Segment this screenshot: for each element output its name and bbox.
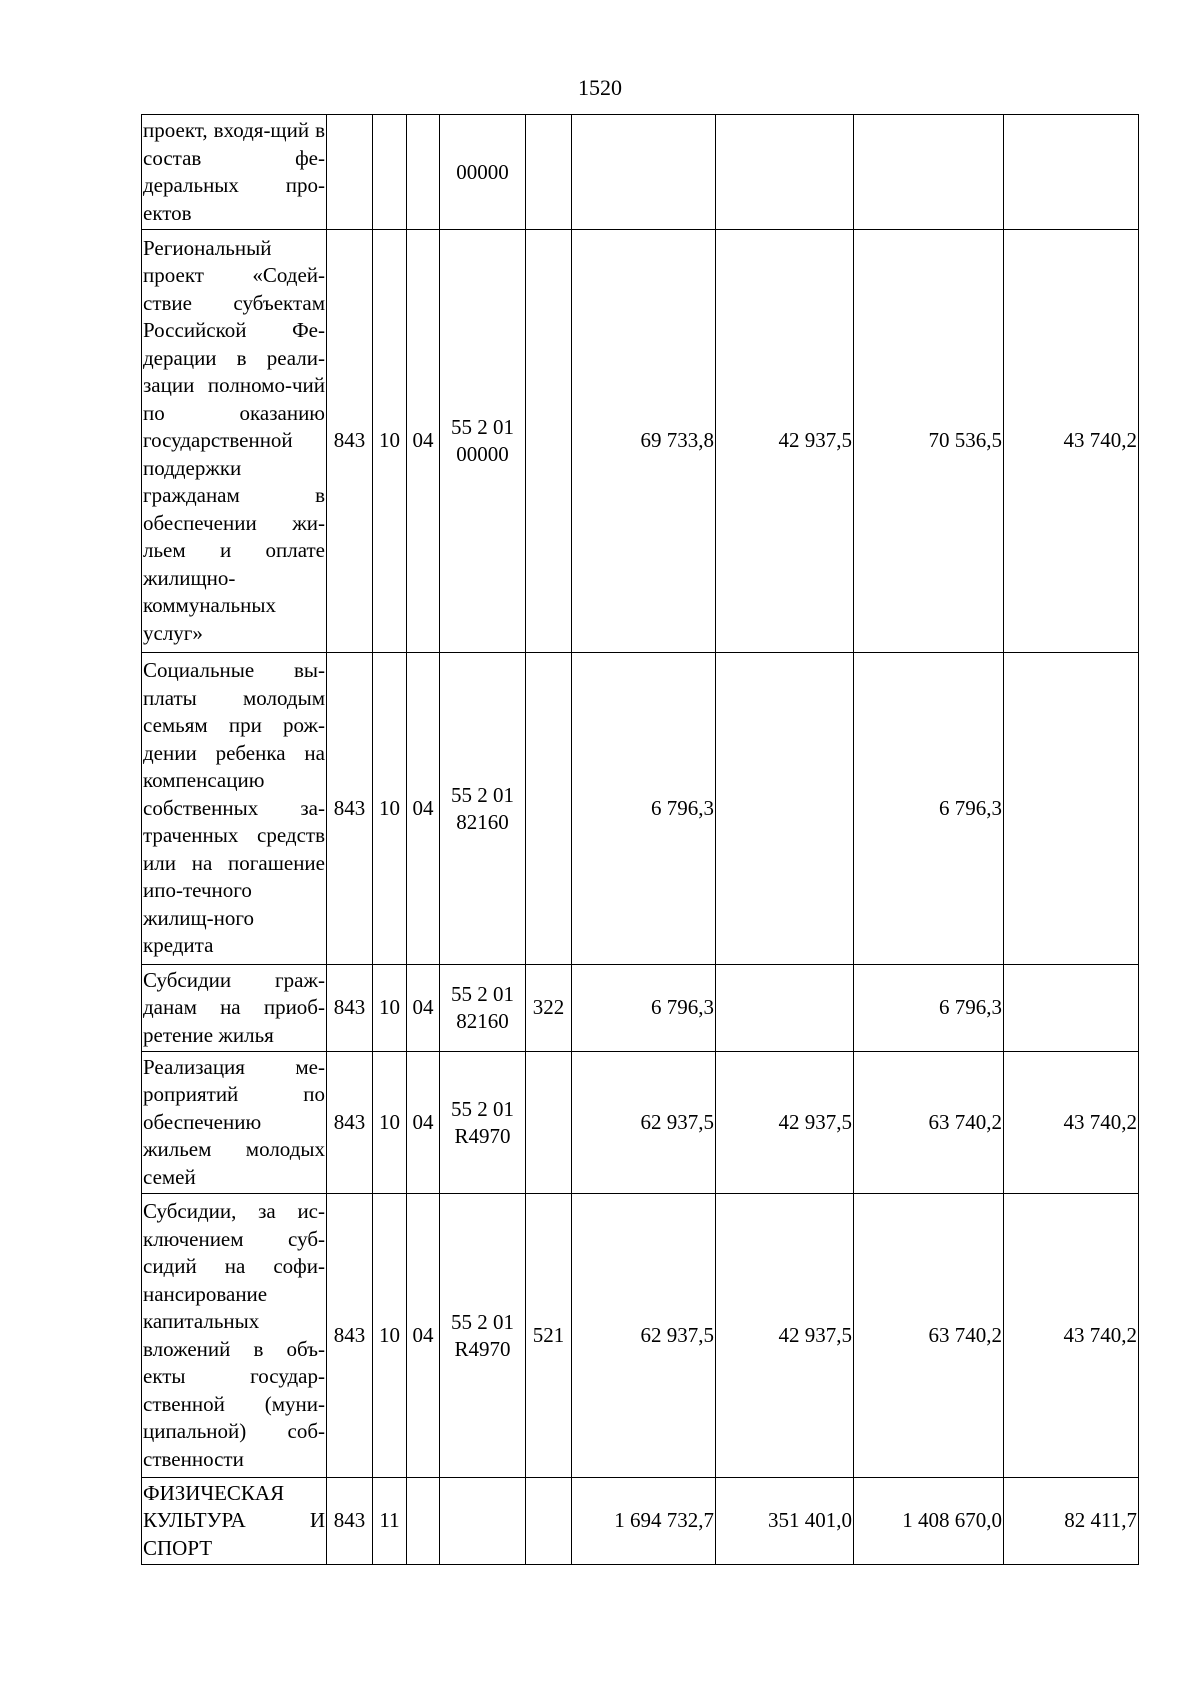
subsection-code-cell: 04 [407,1194,440,1478]
subsection-code-cell: 04 [407,653,440,965]
table-row [142,1478,1139,1565]
amount-cell-1: 6 796,3 [572,965,716,1052]
amount-cell-4: 43 740,2 [1004,230,1139,653]
amount-cell-4: 82 411,7 [1004,1478,1139,1565]
expense-type-cell: 322 [526,965,572,1052]
budget-table [141,114,1139,1565]
ministry-code-cell: 843 [327,1194,373,1478]
table-row [142,1194,1139,1478]
ministry-code-cell: 843 [327,965,373,1052]
target-article-cell [440,230,526,653]
amount-cell-2: 42 937,5 [716,1052,854,1194]
section-code-cell: 10 [373,1052,407,1194]
amount-cell-4 [1004,965,1139,1052]
ministry-code-cell: 843 [327,653,373,965]
target-article-cell [440,115,526,230]
amount-cell-4: 43 740,2 [1004,1194,1139,1478]
amount-cell-1: 1 694 732,7 [572,1478,716,1565]
row-name-cell: Субсидии, за ис-ключением суб-сидий на софи-нансирование капитальных вложений в объ-екты государ-ственной (муни-ципальной) соб-ственности [142,1194,327,1478]
amount-cell-3 [854,115,1004,230]
row-name-cell: ФИЗИЧЕСКАЯ КУЛЬТУРА И СПОРТ [142,1478,327,1565]
subsection-code-cell: 04 [407,1052,440,1194]
amount-cell-2 [716,115,854,230]
target-article-line1: 55 2 01 [451,782,514,807]
page-number: 1520 [578,75,622,100]
target-article-line1: 55 2 01 [451,982,514,1006]
target-article-line2: 82160 [456,1009,509,1033]
section-code-cell: 10 [373,965,407,1052]
section-code-cell [373,115,407,230]
target-article-cell [440,653,526,965]
target-article-line2: R4970 [454,1123,511,1148]
target-article-cell [440,1478,526,1565]
target-article-cell [440,1194,526,1478]
amount-cell-1: 62 937,5 [572,1194,716,1478]
ministry-code-cell: 843 [327,1052,373,1194]
row-name-cell: Субсидии граж-данам на приоб-ретение жилья [142,965,327,1052]
target-article-cell [440,965,526,1052]
row-name-cell: Реализация ме-роприятий по обеспечению жильем молодых семей [142,1052,327,1194]
target-article-cell [440,1052,526,1194]
table-row [142,230,1139,653]
target-article-line2: 00000 [456,442,509,466]
amount-cell-2: 42 937,5 [716,230,854,653]
expense-type-cell: 521 [526,1194,572,1478]
amount-cell-3: 6 796,3 [854,965,1004,1052]
section-code-cell: 10 [373,230,407,653]
amount-cell-2: 42 937,5 [716,1194,854,1478]
amount-cell-1 [572,115,716,230]
amount-cell-1: 62 937,5 [572,1052,716,1194]
amount-cell-2 [716,653,854,965]
amount-cell-2 [716,965,854,1052]
target-article-line2: 82160 [456,809,509,834]
subsection-code-cell [407,115,440,230]
subsection-code-cell [407,1478,440,1565]
amount-cell-4 [1004,653,1139,965]
ministry-code-cell: 843 [327,230,373,653]
row-name-cell: Социальные вы-платы молодым семьям при рож-дении ребенка на компенсацию собственных за-траченных средств или на погашение ипо-течного жилищ-ного кредита [142,653,327,965]
section-code-cell: 11 [373,1478,407,1565]
target-article-line1: 55 2 01 [451,415,514,439]
expense-type-cell [526,115,572,230]
expense-type-cell [526,1052,572,1194]
expense-type-cell [526,653,572,965]
expense-type-cell [526,230,572,653]
amount-cell-3: 6 796,3 [854,653,1004,965]
table-row [142,115,1139,230]
table-row [142,1052,1139,1194]
target-article-line1: 55 2 01 [451,1096,514,1121]
amount-cell-3: 63 740,2 [854,1052,1004,1194]
ministry-code-cell [327,115,373,230]
section-code-cell: 10 [373,1194,407,1478]
target-article-line2: R4970 [454,1336,511,1361]
amount-cell-4 [1004,115,1139,230]
amount-cell-3: 70 536,5 [854,230,1004,653]
row-name-cell: проект, входя-щий в состав фе-деральных про-ектов [142,115,327,230]
amount-cell-1: 6 796,3 [572,653,716,965]
amount-cell-3: 1 408 670,0 [854,1478,1004,1565]
section-code-cell: 10 [373,653,407,965]
table-row [142,653,1139,965]
target-article-line1: 00000 [456,159,509,184]
table-row [142,965,1139,1052]
amount-cell-3: 63 740,2 [854,1194,1004,1478]
row-name-cell: Региональный проект «Содей-ствие субъектам Российской Фе-дерации в реали-зации полномо-чий по оказанию государственной поддержки гражданам в обеспечении жи-льем и оплате жилищно-коммунальных услуг» [142,230,327,653]
subsection-code-cell: 04 [407,230,440,653]
amount-cell-1: 69 733,8 [572,230,716,653]
subsection-code-cell: 04 [407,965,440,1052]
amount-cell-4: 43 740,2 [1004,1052,1139,1194]
expense-type-cell [526,1478,572,1565]
target-article-line1: 55 2 01 [451,1309,514,1334]
amount-cell-2: 351 401,0 [716,1478,854,1565]
ministry-code-cell: 843 [327,1478,373,1565]
